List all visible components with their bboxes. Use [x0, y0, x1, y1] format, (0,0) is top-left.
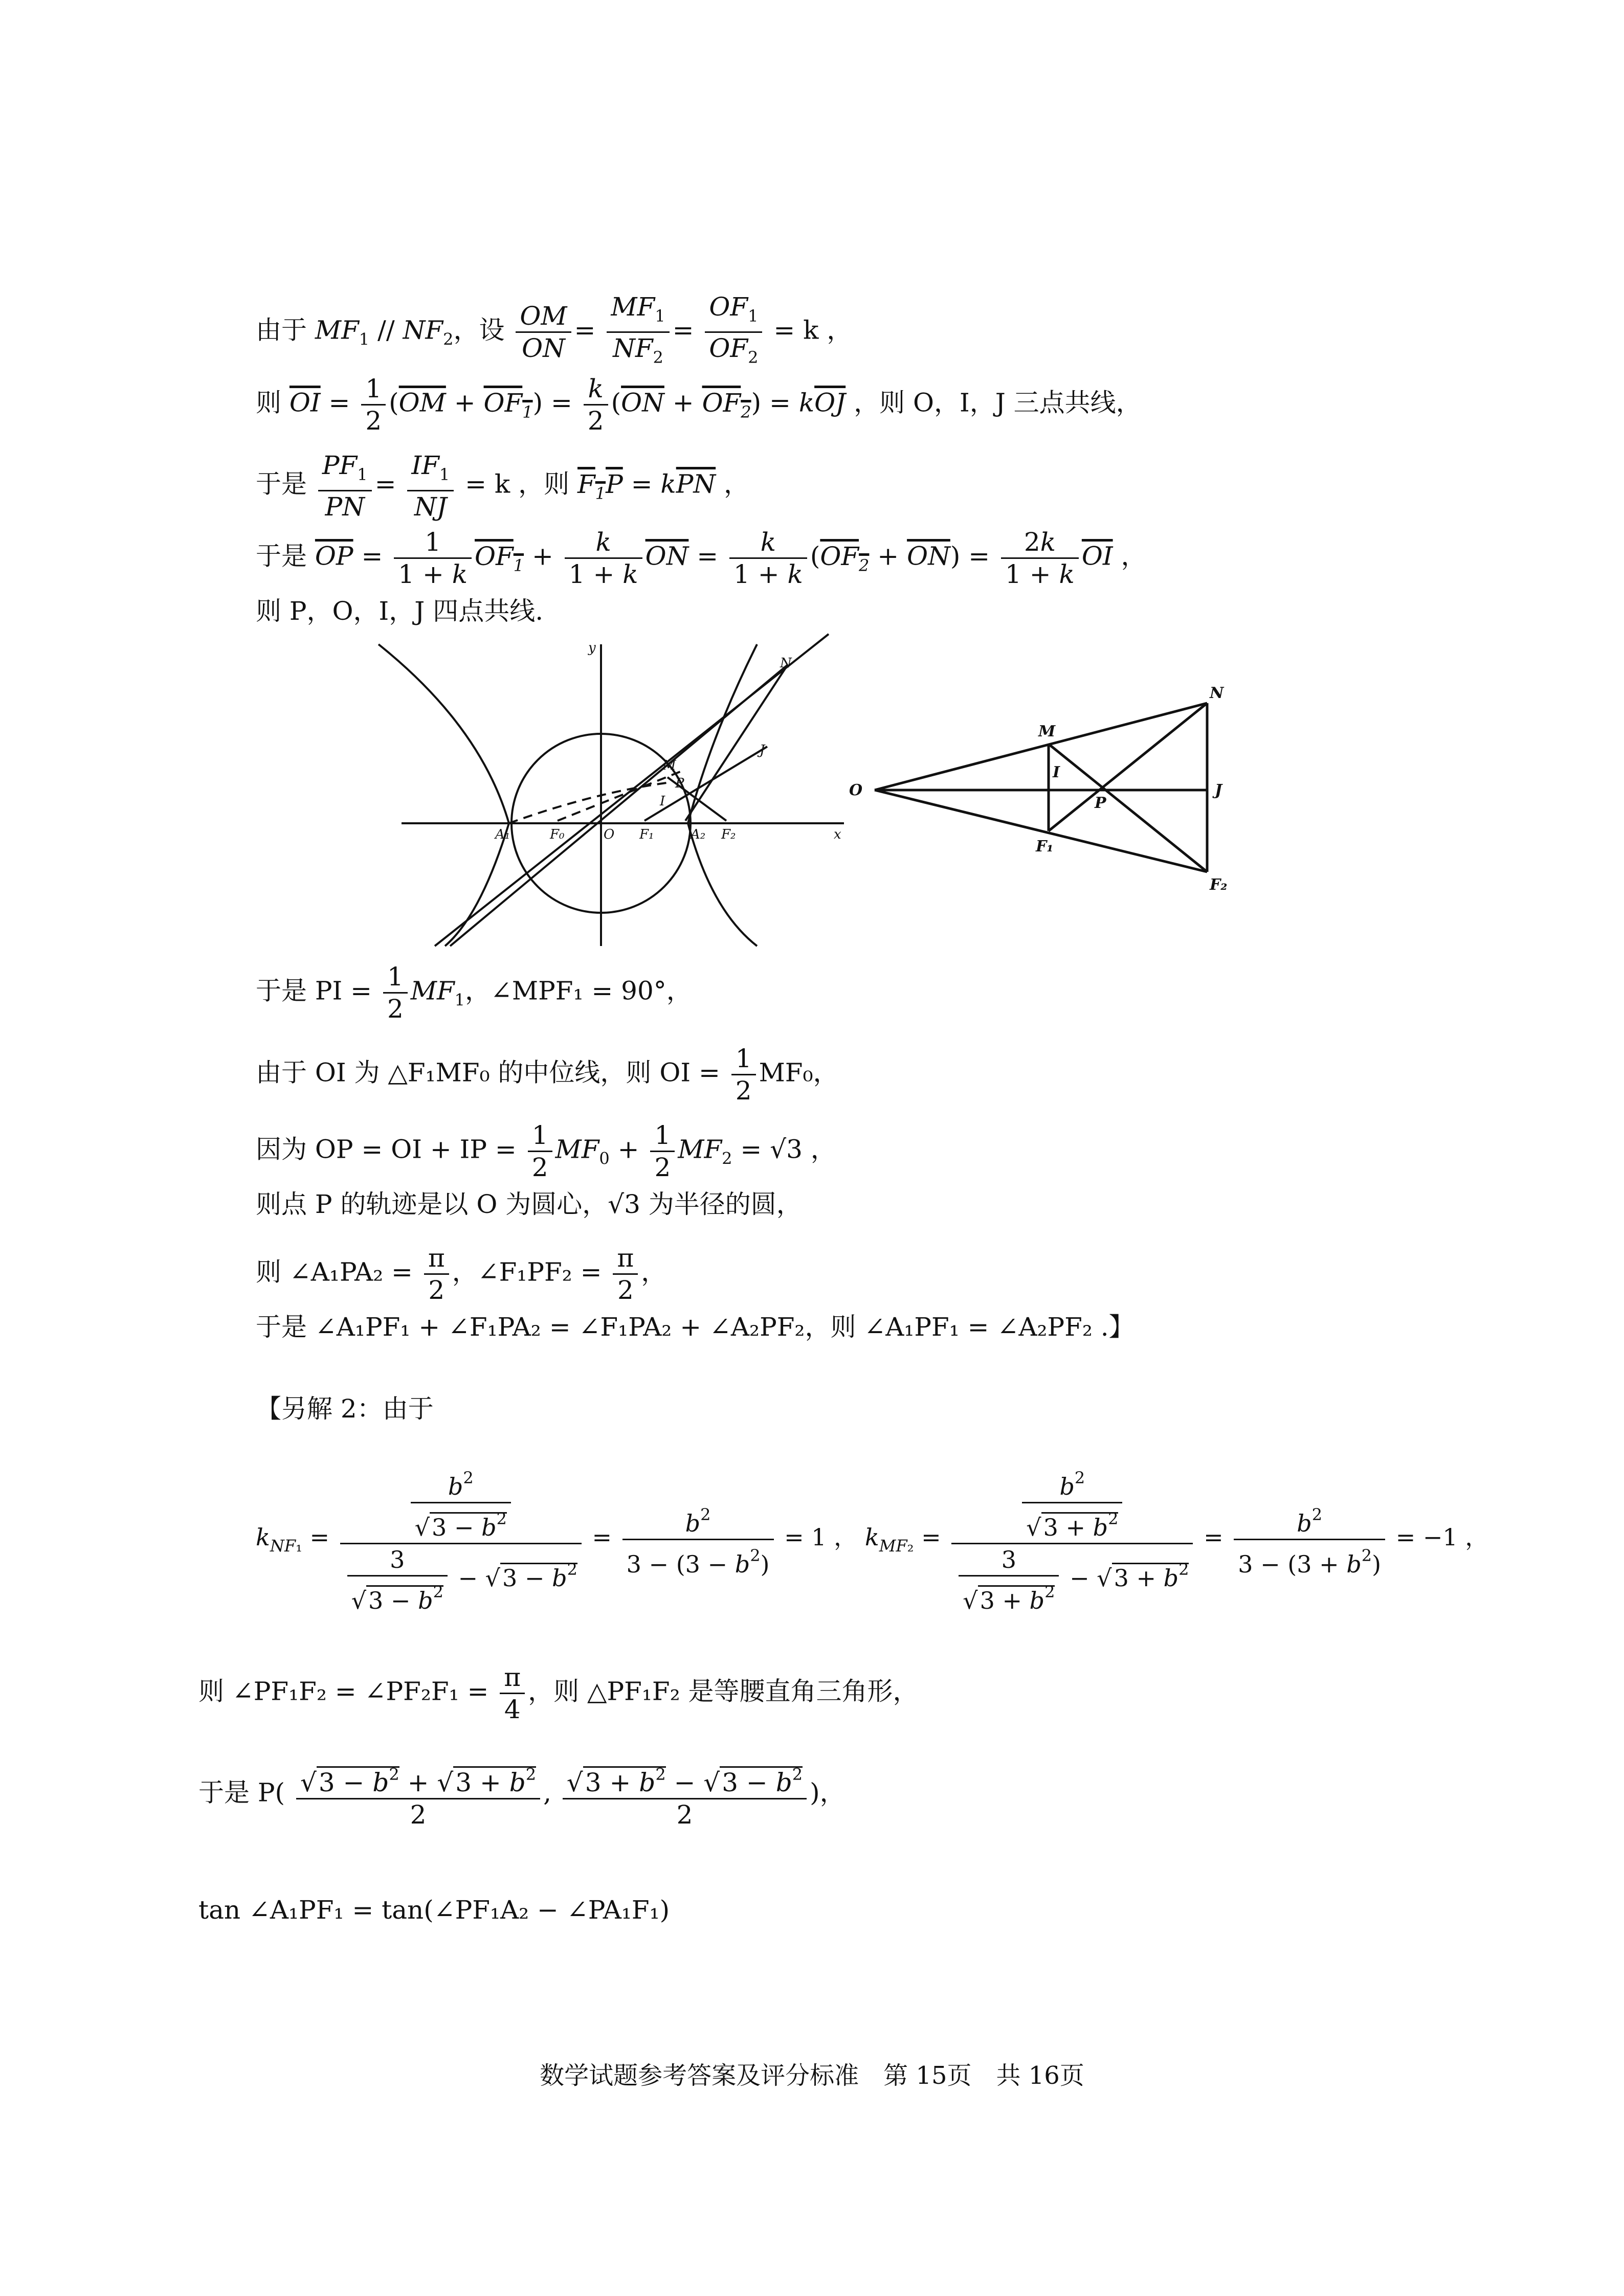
line-6: 于是 PI = $\frac{1}{2}$ $MF_1$，∠MPF₁ = 90°，	[256, 962, 692, 1024]
page-footer: 数学试题参考答案及评分标准 第 15页 共 16页	[540, 2061, 1084, 2090]
fig2-label-M: M	[1038, 723, 1056, 740]
fig1-label-A1: A₁	[495, 827, 510, 842]
line-2: 则 $\overline{OI}$ = $\frac{1}{2}$ $(\overline{OM} + OF_1)$ = $\frac{k}{2}$ $(\overline{ON} + OF_2) = k\overline{OJ}$ ，则 O，I，J 三点共线，	[256, 374, 1142, 436]
fig1-label-x: x	[834, 827, 841, 842]
line-12: 【另解 2：由于	[256, 1394, 434, 1424]
fig1-label-M: M	[662, 758, 676, 773]
line-4: 于是 $\overline{OP}$ = $\frac{1}{1 + k}$ $OF_1$ + $\frac{k}{1 + k}$ $\overline{ON}$ = $\frac{k}{1 + k}$ $(OF_2 + \overline{ON})$ = $\frac{2k}{1 + k}$ $\overline{OI}$ ，	[256, 527, 1147, 589]
frac-om-on: $\frac{OM}{ON}$	[516, 301, 571, 364]
line-5: 则 P，O，I，J 四点共线.	[256, 596, 544, 626]
fig1-label-F0: F₀	[550, 827, 565, 842]
figure-hyperbola-circle	[379, 634, 844, 946]
fig2-label-O: O	[849, 781, 863, 799]
line-9: 则点 P 的轨迹是以 O 为圆心，√3 为半径的圆，	[256, 1189, 802, 1219]
fig2-label-N: N	[1210, 684, 1224, 702]
fig2-label-F2: F₂	[1210, 876, 1228, 894]
fig2-label-J: J	[1215, 781, 1222, 799]
line-16: tan ∠A₁PF₁ = tan(∠PF₁A₂ − ∠PA₁F₁)	[198, 1895, 670, 1925]
fig2-label-I: I	[1053, 763, 1060, 781]
fig1-label-I: I	[660, 794, 665, 809]
line-8: 因为 OP = OI + IP = $\frac{1}{2}$ $MF_0$ + $\frac{1}{2}$ $MF_2 = √3$ ，	[256, 1120, 836, 1182]
fig1-label-F2: F₂	[721, 827, 736, 842]
line-10: 则 ∠A₁PA₂ = $\frac{\pi}{2}$ ，∠F₁PF₂ = $\frac{\pi}{2}$ ，	[256, 1243, 667, 1305]
line-13: $k_{NF_1}$ = $\frac{b^2}{√3 - b^2}$ $\frac{3}{√3 - b^2}$ − $√3 - b^2$ = $\frac{b^2}{3 - (3 - b^2)}$ = 1 ， $k_{MF_2}$ = $\frac{b^2}{√3 + b^2}$ $\frac{3}{√3 + b^2}$ − $√3 + b^2$ = $\frac{b^2}{3 - (3 + b^2)}$ = −1 ，	[256, 1462, 1488, 1616]
fig2-label-F1: F₁	[1036, 838, 1054, 856]
figures	[0, 0, 1624, 961]
fig1-label-O: O	[604, 827, 615, 842]
line-14: 则 ∠PF₁F₂ = ∠PF₂F₁ = $\frac{\pi}{4}$ ，则 △PF₁F₂ 是等腰直角三角形，	[198, 1662, 919, 1724]
fig2-label-P: P	[1095, 794, 1106, 812]
fig1-label-F1: F₁	[639, 827, 654, 842]
line-11: 于是 ∠A₁PF₁ + ∠F₁PA₂ = ∠F₁PA₂ + ∠A₂PF₂，则 ∠A₁PF₁ = ∠A₂PF₂ .】	[256, 1312, 1134, 1342]
line-7: 由于 OI 为 △F₁MF₀ 的中位线，则 OI = $\frac{1}{2}$ MF₀，	[256, 1044, 839, 1106]
fig1-label-A2: A₂	[691, 827, 706, 842]
fig1-label-N: N	[780, 656, 792, 671]
line-15: 于是 P( $\frac{√3 - b^2 + √3 + b^2}{2}$ , $\frac{√3 + b^2 - √3 - b^2}{2}$ )，	[198, 1759, 846, 1830]
line-1: 由于 $MF_1 // NF_2$，设 $\frac{OM}{ON}$ = $\frac{MF_1}{NF_2}$ = $\frac{OF_1}{OF_2}$ = k ，	[256, 292, 853, 367]
fig1-label-y: y	[588, 640, 596, 656]
line-3: 于是 $\frac{PF_1}{PN}$ = $\frac{IF_1}{NJ}$ = k ，则 $F_1P = k\overline{PN}$ ，	[256, 451, 750, 522]
fig1-label-P: P	[675, 776, 684, 791]
fig1-label-J: J	[760, 742, 765, 758]
